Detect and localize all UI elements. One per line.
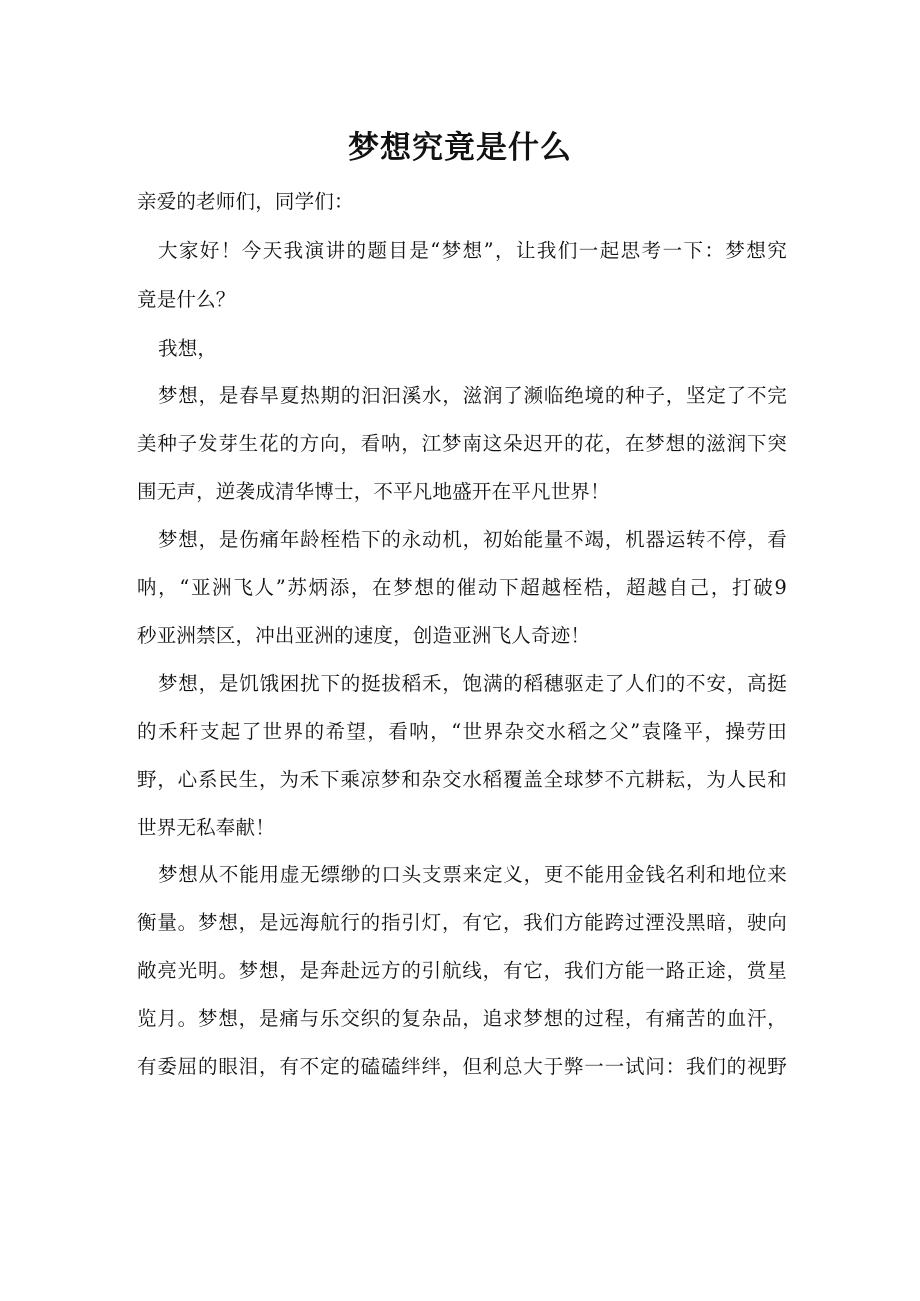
body-line: 秒亚洲禁区，冲出亚洲的速度，创造亚洲飞人奇迹！ <box>137 624 591 647</box>
body-line: 衡量。梦想，是远海航行的指引灯，有它，我们方能跨过湮没黑暗，驶向 <box>137 911 787 934</box>
body-line: 的禾秆支起了世界的希望，看呐，“世界杂交水稻之父”袁隆平，操劳田 <box>137 720 787 743</box>
body-line: 围无声，逆袭成清华博士，不平凡地盛开在平凡世界！ <box>137 480 610 503</box>
body-line: 梦想，是伤痛年龄桎梏下的永动机，初始能量不竭，机器运转不停，看 <box>158 528 787 551</box>
body-line: 我想， <box>158 337 218 360</box>
body-line: 梦想，是春旱夏热期的汩汩溪水，滋润了濒临绝境的种子，坚定了不完 <box>158 384 787 407</box>
body-line: 竟是什么？ <box>137 288 236 311</box>
salutation-line: 亲爱的老师们，同学们： <box>137 190 354 213</box>
body-line: 野，心系民生，为禾下乘凉梦和杂交水稻覆盖全球梦不亢耕耘，为人民和 <box>137 768 787 791</box>
body-line: 世界无私奉献！ <box>137 816 275 839</box>
document-title: 梦想究竟是什么 <box>348 130 572 166</box>
body-line: 大家好！今天我演讲的题目是“梦想”，让我们一起思考一下：梦想究 <box>158 239 787 262</box>
body-line: 梦想从不能用虚无缥缈的口头支票来定义，更不能用金钱名利和地位来 <box>158 863 787 886</box>
body-line: 呐，“亚洲飞人”苏炳添，在梦想的催动下超越桎梏，超越自己，打破9 <box>137 576 787 599</box>
body-line: 有委屈的眼泪，有不定的磕磕绊绊，但利总大于弊一一试问：我们的视野 <box>137 1055 787 1078</box>
body-line: 梦想，是饥饿困扰下的挺拔稻禾，饱满的稻穗驱走了人们的不安，高挺 <box>158 672 787 695</box>
body-line: 敞亮光明。梦想，是奔赴远方的引航线，有它，我们方能一路正途，赏星 <box>137 959 787 982</box>
body-line: 览月。梦想，是痛与乐交织的复杂品，追求梦想的过程，有痛苦的血汗， <box>137 1007 787 1030</box>
body-line: 美种子发芽生花的方向，看呐，江梦南这朵迟开的花，在梦想的滋润下突 <box>137 432 787 455</box>
